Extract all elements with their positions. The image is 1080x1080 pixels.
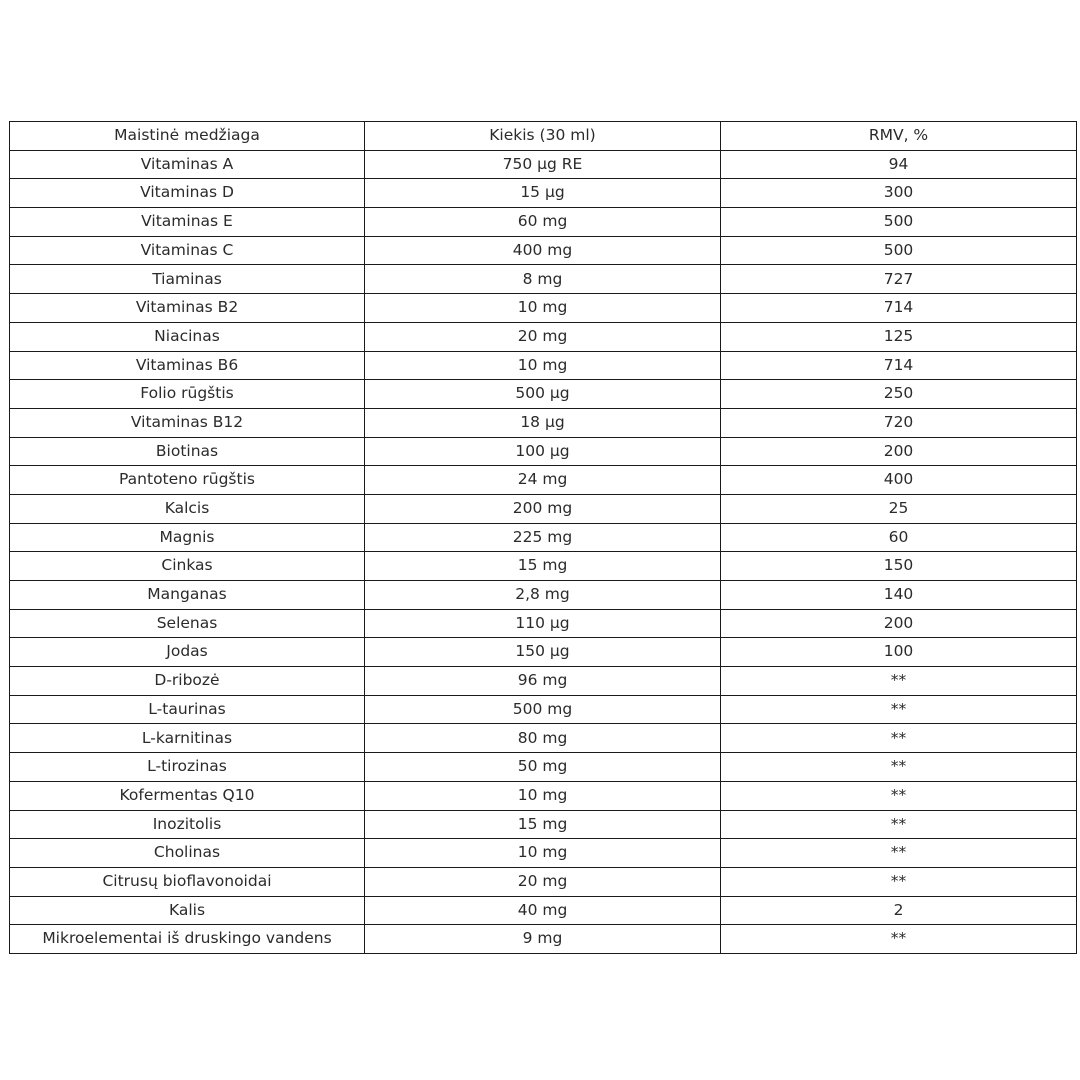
table-row [10,724,1077,753]
cell-amount: 15 mg [365,810,721,839]
cell-amount: 24 mg [365,466,721,495]
cell-rmv: 94 [721,150,1077,179]
cell-rmv: ** [721,925,1077,954]
cell-nutrient: Magnis [10,523,365,552]
cell-amount: 96 mg [365,667,721,696]
cell-rmv: 300 [721,179,1077,208]
cell-rmv: 25 [721,494,1077,523]
cell-rmv: ** [721,781,1077,810]
table-row [10,494,1077,523]
cell-rmv: ** [721,810,1077,839]
cell-nutrient: Vitaminas B12 [10,408,365,437]
cell-rmv: 500 [721,208,1077,237]
cell-amount: 500 µg [365,380,721,409]
cell-amount: 10 mg [365,839,721,868]
table-body [10,150,1077,953]
cell-nutrient: Niacinas [10,322,365,351]
cell-rmv: 500 [721,236,1077,265]
table-row [10,322,1077,351]
table-row [10,408,1077,437]
cell-amount: 10 mg [365,781,721,810]
cell-rmv: 250 [721,380,1077,409]
table-row [10,380,1077,409]
cell-rmv: 727 [721,265,1077,294]
cell-nutrient: Cholinas [10,839,365,868]
cell-amount: 50 mg [365,753,721,782]
cell-amount: 40 mg [365,896,721,925]
cell-amount: 20 mg [365,322,721,351]
table-row [10,351,1077,380]
cell-rmv: 200 [721,437,1077,466]
cell-rmv: 720 [721,408,1077,437]
cell-nutrient: L-tirozinas [10,753,365,782]
cell-amount: 10 mg [365,351,721,380]
cell-amount: 60 mg [365,208,721,237]
cell-nutrient: Vitaminas A [10,150,365,179]
table-row [10,695,1077,724]
table-row [10,839,1077,868]
cell-nutrient: Tiaminas [10,265,365,294]
cell-rmv: ** [721,753,1077,782]
header-amount: Kiekis (30 ml) [365,122,721,151]
cell-nutrient: Folio rūgštis [10,380,365,409]
cell-nutrient: Cinkas [10,552,365,581]
cell-amount: 18 µg [365,408,721,437]
cell-nutrient: Biotinas [10,437,365,466]
cell-amount: 15 mg [365,552,721,581]
cell-amount: 80 mg [365,724,721,753]
cell-nutrient: Mikroelementai iš druskingo vandens [10,925,365,954]
cell-nutrient: Citrusų bioflavonoidai [10,867,365,896]
cell-nutrient: Selenas [10,609,365,638]
table-row [10,294,1077,323]
cell-rmv: 125 [721,322,1077,351]
cell-nutrient: Kalcis [10,494,365,523]
table-row [10,781,1077,810]
table-row [10,810,1077,839]
table-row [10,265,1077,294]
cell-amount: 110 µg [365,609,721,638]
cell-nutrient: Manganas [10,581,365,610]
cell-amount: 150 µg [365,638,721,667]
cell-rmv: ** [721,667,1077,696]
cell-nutrient: Vitaminas E [10,208,365,237]
cell-nutrient: Kalis [10,896,365,925]
cell-nutrient: D-ribozė [10,667,365,696]
table-row [10,437,1077,466]
cell-nutrient: Vitaminas B2 [10,294,365,323]
cell-nutrient: L-karnitinas [10,724,365,753]
cell-nutrient: Vitaminas B6 [10,351,365,380]
header-rmv: RMV, % [721,122,1077,151]
cell-rmv: 60 [721,523,1077,552]
cell-rmv: 714 [721,351,1077,380]
table-row [10,150,1077,179]
table-row [10,552,1077,581]
cell-amount: 225 mg [365,523,721,552]
table-row [10,179,1077,208]
cell-nutrient: Kofermentas Q10 [10,781,365,810]
table-row [10,466,1077,495]
table-row [10,523,1077,552]
cell-rmv: 2 [721,896,1077,925]
table-row [10,609,1077,638]
cell-amount: 500 mg [365,695,721,724]
cell-nutrient: Vitaminas D [10,179,365,208]
cell-rmv: ** [721,724,1077,753]
table-row [10,667,1077,696]
table-row [10,896,1077,925]
cell-nutrient: Vitaminas C [10,236,365,265]
cell-amount: 200 mg [365,494,721,523]
table-row [10,236,1077,265]
cell-amount: 9 mg [365,925,721,954]
table-row [10,925,1077,954]
nutrition-table [9,121,1077,954]
table-header-row [10,122,1077,151]
cell-rmv: ** [721,839,1077,868]
cell-amount: 20 mg [365,867,721,896]
table-row [10,208,1077,237]
cell-rmv: 100 [721,638,1077,667]
cell-amount: 15 µg [365,179,721,208]
cell-amount: 8 mg [365,265,721,294]
cell-amount: 10 mg [365,294,721,323]
cell-nutrient: Jodas [10,638,365,667]
cell-nutrient: Pantoteno rūgštis [10,466,365,495]
cell-rmv: ** [721,867,1077,896]
table-row [10,867,1077,896]
table-row [10,638,1077,667]
cell-rmv: 150 [721,552,1077,581]
cell-amount: 400 mg [365,236,721,265]
cell-rmv: 200 [721,609,1077,638]
cell-rmv: ** [721,695,1077,724]
header-nutrient: Maistinė medžiaga [10,122,365,151]
cell-amount: 100 µg [365,437,721,466]
table-row [10,581,1077,610]
cell-rmv: 400 [721,466,1077,495]
cell-rmv: 714 [721,294,1077,323]
cell-amount: 2,8 mg [365,581,721,610]
cell-nutrient: Inozitolis [10,810,365,839]
cell-amount: 750 µg RE [365,150,721,179]
table-row [10,753,1077,782]
cell-rmv: 140 [721,581,1077,610]
cell-nutrient: L-taurinas [10,695,365,724]
